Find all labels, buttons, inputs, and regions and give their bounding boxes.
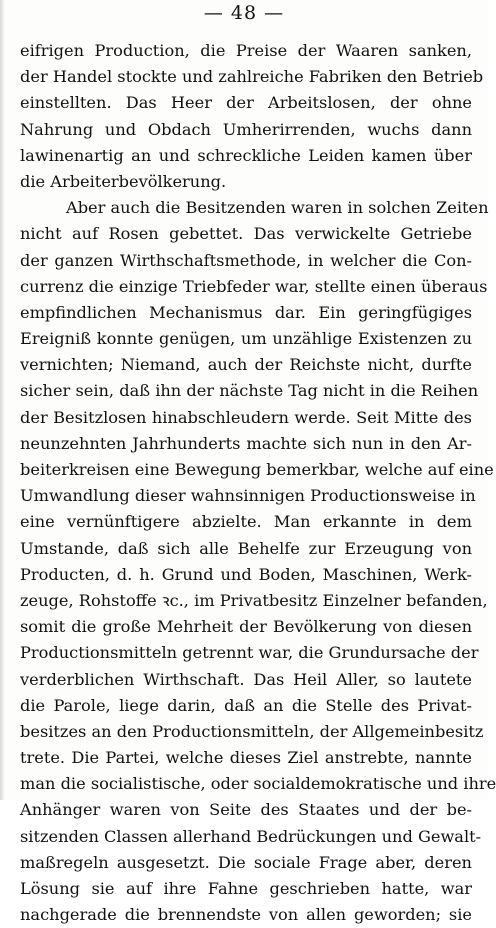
page-number: — 48 — bbox=[203, 2, 285, 24]
text-line: maßregeln ausgesetzt. Die sociale Frage aber, deren bbox=[20, 852, 472, 872]
text-line: Umwandlung dieser wahnsinnigen Productionsweise in bbox=[20, 486, 476, 506]
text-line: somit die große Mehrheit der Bevölkerung von diesen bbox=[20, 617, 472, 637]
text-line: lawinenartig an und schreckliche Leiden kamen über bbox=[20, 145, 472, 165]
text-line: besitzes an den Productionsmitteln, der Allgemeinbesitz bbox=[20, 721, 484, 741]
text-line: empfindlichen Mechanismus dar. Ein geringfügiges bbox=[20, 302, 472, 322]
text-line: sicher sein, daß ihn der nächste Tag nicht in die Reihen bbox=[20, 381, 479, 401]
text-line: Ereigniß konnte genügen, um unzählige Existenzen zu bbox=[20, 329, 472, 349]
text-line: Producten, d. h. Grund und Boden, Maschinen, Werk- bbox=[20, 564, 472, 584]
text-line: die Parole, liege darin, daß an die Stelle des Privat- bbox=[20, 695, 472, 715]
text-line: der Handel stockte und zahlreiche Fabriken den Betrieb bbox=[20, 67, 484, 87]
text-line: vernichten; Niemand, auch der Reichste nicht, durfte bbox=[20, 355, 472, 375]
text-line: Productionsmitteln getrennt war, die Grundursache der bbox=[20, 643, 479, 663]
text-line: Anhänger waren von Seite des Staates und der be- bbox=[20, 800, 472, 820]
text-line: verderblichen Wirthschaft. Das Heil Aller, so lautete bbox=[20, 669, 472, 689]
text-line: trete. Die Partei, welche dieses Ziel anstrebte, nannte bbox=[20, 748, 472, 768]
text-line: Nahrung und Obdach Umherirrenden, wuchs dann bbox=[20, 119, 472, 139]
text-line: Lösung sie auf ihre Fahne geschrieben hatte, war bbox=[20, 879, 472, 898]
text-line: Umstande, daß sich alle Behelfe zur Erzeugung von bbox=[20, 538, 472, 558]
text-line: der ganzen Wirthschaftsmethode, in welcher die Con- bbox=[20, 250, 472, 270]
text-line: sitzenden Classen allerhand Bedrückungen und Gewalt- bbox=[20, 826, 482, 846]
text-line: eifrigen Production, die Preise der Waaren sanken, bbox=[20, 41, 472, 60]
text-line: currenz die einzige Triebfeder war, stellte einen überaus bbox=[20, 276, 488, 296]
text-line: beiterkreisen eine Bewegung bemerkbar, welche auf eine bbox=[20, 460, 494, 479]
scan-edge-shadow bbox=[0, 0, 5, 800]
text-line: Aber auch die Besitzenden waren in solchen Zeiten bbox=[66, 198, 489, 218]
text-line: man die socialistische, oder socialdemokratische und ihre bbox=[20, 774, 496, 794]
text-line: der Besitzlosen hinabschleudern werde. Seit Mitte des bbox=[20, 407, 472, 427]
text-line: neunzehnten Jahrhunderts machte sich nun in den Ar- bbox=[20, 433, 472, 453]
text-line: nachgerade die brennendste von allen geworden; sie bbox=[20, 905, 472, 925]
text-line: die Arbeiterbevölkerung. bbox=[20, 171, 227, 191]
text-line: nicht auf Rosen gebettet. Das verwickelte Getriebe bbox=[20, 224, 472, 244]
text-line: eine vernünftigere abzielte. Man erkannte in dem bbox=[20, 512, 472, 532]
body-text bbox=[20, 38, 496, 928]
text-line: zeuge, Rohstoffe ꝛc., im Privatbesitz Einzelner befanden, bbox=[20, 590, 488, 610]
text-line: einstellten. Das Heer der Arbeitslosen, der ohne bbox=[20, 93, 472, 113]
